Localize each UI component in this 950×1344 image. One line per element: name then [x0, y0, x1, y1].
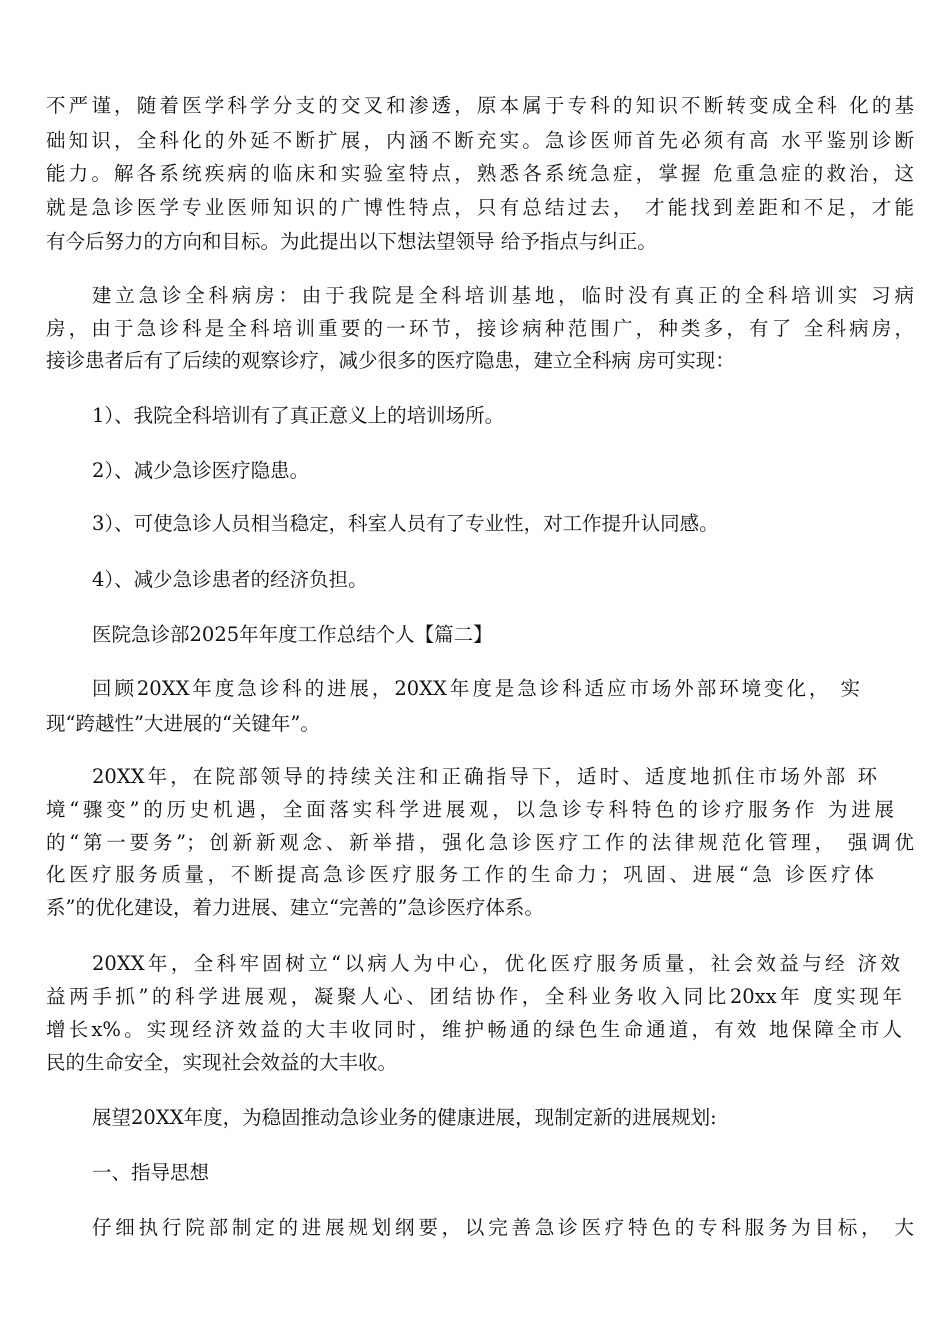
paragraph-line: 仔细执行院部制定的进展规划纲要，以完善急诊医疗特色的专科服务为目标， 大 — [92, 1216, 914, 1239]
list-item: 3）、可使急诊人员相当稳定，科室人员有了专业性，对工作提升认同感。 — [92, 512, 719, 535]
paragraph-line: 民的生命安全，实现社会效益的大丰收。 — [46, 1051, 398, 1074]
paragraph-line: 能力。解各系统疾病的临床和实验室特点，熟悉各系统急症，掌握 危重急症的救治，这 — [46, 162, 914, 185]
section-heading: 医院急诊部2025年年度工作总结个人【篇二】 — [92, 623, 493, 646]
list-item: 1）、我院全科培训有了真正意义上的培训场所。 — [92, 404, 505, 427]
paragraph-line: 化医疗服务质量，不断提高急诊医疗服务工作的生命力；巩固、进展“急 诊医疗体 — [46, 863, 874, 886]
paragraph-line: 回顾20XX年度急诊科的进展，20XX年度是急诊科适应市场外部环境变化， 实 — [92, 677, 860, 700]
paragraph-line: 就是急诊医学专业医师知识的广博性特点，只有总结过去， 才能找到差距和不足，才能 — [46, 196, 914, 219]
paragraph-line: 不严谨，随着医学科学分支的交叉和渗透，原本属于专科的知识不断转变成全科 化的基 — [46, 94, 914, 117]
paragraph-line: 房，由于急诊科是全科培训重要的一环节，接诊病种范围广，种类多，有了 全科病房， — [46, 317, 914, 340]
paragraph-line: 接诊患者后有了后续的观察诊疗，减少很多的医疗隐患，建立全科病 房可实现： — [46, 349, 735, 372]
paragraph-line: 础知识，全科化的外延不断扩展，内涵不断充实。急诊医师首先必须有高 水平鉴别诊断 — [46, 129, 914, 152]
paragraph-line: 有今后努力的方向和目标。为此提出以下想法望领导 给予指点与纠正。 — [46, 230, 657, 253]
paragraph-line: 系”的优化建设，着力进展、建立“完善的”急诊医疗体系。 — [46, 896, 544, 919]
paragraph-line: 20XX年，在院部领导的持续关注和正确指导下，适时、适度地抓住市场外部 环 — [92, 765, 877, 788]
paragraph-line: 的“第一要务”；创新新观念、新举措，强化急诊医疗工作的法律规范化管理， 强调优 — [46, 831, 914, 854]
section-heading: 一、指导思想 — [92, 1161, 210, 1184]
paragraph-line: 益两手抓”的科学进展观，凝聚人心、团结协作，全科业务收入同比20xx年 度实现年 — [46, 985, 902, 1008]
paragraph-line: 展望20XX年度，为稳固推动急诊业务的健康进展，现制定新的进展规划: — [92, 1106, 717, 1129]
paragraph-line: 增长x%。实现经济效益的大丰收同时，维护畅通的绿色生命通道，有效 地保障全市人 — [46, 1018, 902, 1041]
paragraph-line: 建立急诊全科病房：由于我院是全科培训基地，临时没有真正的全科培训实 习病 — [92, 284, 914, 307]
paragraph-line: 境“骤变”的历史机遇，全面落实科学进展观，以急诊专科特色的诊疗服务作 为进展 — [46, 798, 894, 821]
list-item: 2）、减少急诊医疗隐患。 — [92, 459, 310, 482]
list-item: 4）、减少急诊患者的经济负担。 — [92, 568, 368, 591]
paragraph-line: 现“跨越性”大进展的“关键年”。 — [46, 712, 320, 735]
paragraph-line: 20XX年，全科牢固树立“以病人为中心，优化医疗服务质量，社会效益与经 济效 — [92, 952, 900, 975]
